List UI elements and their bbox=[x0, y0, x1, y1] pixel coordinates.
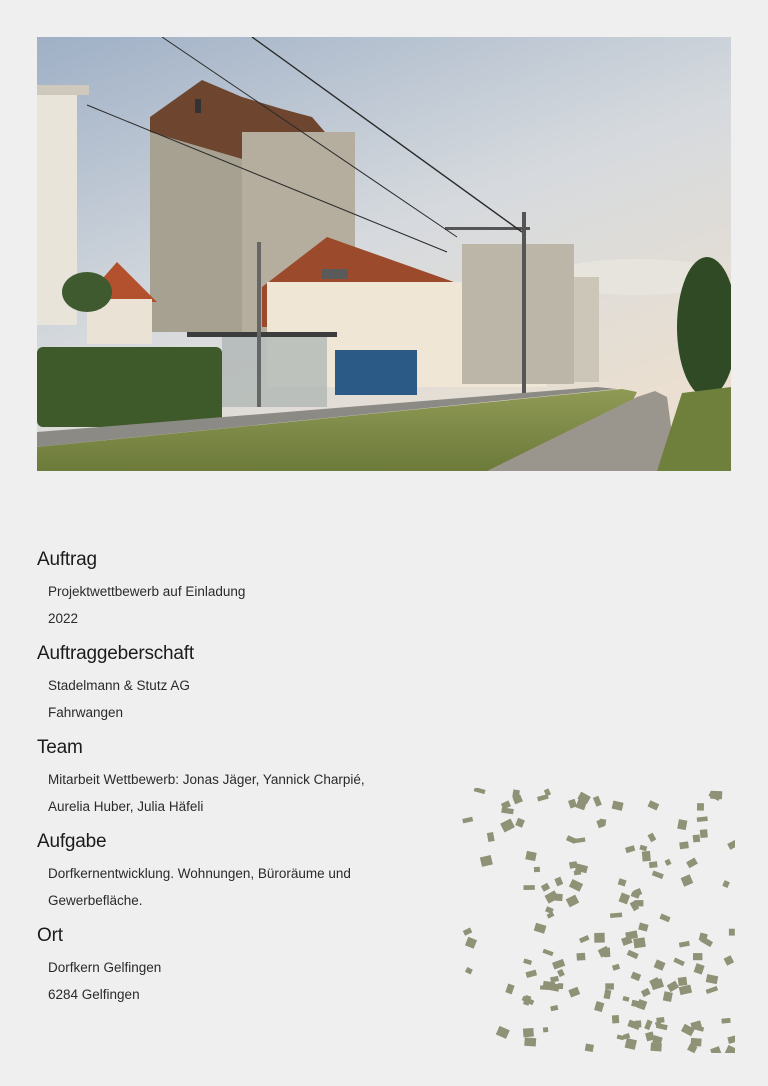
building-footprint bbox=[523, 958, 532, 965]
building-footprint bbox=[649, 861, 658, 868]
section-heading: Ort bbox=[37, 925, 63, 946]
building-footprint bbox=[523, 885, 534, 890]
building-footprint bbox=[650, 1043, 661, 1052]
building-footprint bbox=[710, 1046, 722, 1053]
building-footprint bbox=[558, 983, 563, 989]
building-footprint bbox=[727, 840, 735, 850]
building-footprint bbox=[525, 851, 536, 861]
building-footprint bbox=[574, 870, 582, 875]
building-footprint bbox=[566, 895, 579, 908]
building-footprint bbox=[724, 955, 734, 965]
building-footprint bbox=[465, 937, 477, 949]
building-footprint bbox=[500, 819, 515, 833]
building-footprint bbox=[663, 991, 673, 1002]
building-footprint bbox=[550, 1005, 558, 1011]
building-footprint bbox=[706, 974, 719, 984]
building-footprint bbox=[604, 989, 612, 999]
section-heading: Team bbox=[37, 737, 83, 758]
site-plan-map-icon bbox=[460, 788, 735, 1053]
building-footprint bbox=[679, 985, 692, 996]
building-footprint bbox=[644, 1020, 652, 1031]
section-auftraggeberschaft bbox=[37, 642, 437, 726]
building-footprint bbox=[681, 874, 694, 886]
building-footprint bbox=[512, 789, 520, 798]
building-footprint bbox=[612, 801, 624, 811]
building-footprint bbox=[721, 1018, 730, 1024]
building-footprint bbox=[524, 1037, 536, 1046]
building-footprint bbox=[642, 851, 651, 862]
building-footprint bbox=[462, 817, 473, 824]
building-footprint bbox=[637, 999, 648, 1010]
building-footprint bbox=[631, 972, 642, 982]
building-footprint bbox=[585, 1043, 594, 1052]
building-footprint bbox=[480, 855, 493, 867]
building-footprint bbox=[544, 890, 558, 903]
building-footprint bbox=[541, 883, 550, 892]
building-footprint bbox=[543, 1027, 548, 1032]
photo-train-station-icon bbox=[37, 37, 731, 471]
building-footprint bbox=[594, 1001, 604, 1012]
building-footprint bbox=[569, 879, 583, 892]
section-line: 2022 bbox=[48, 611, 79, 626]
building-footprint bbox=[677, 819, 687, 830]
building-footprint bbox=[633, 937, 646, 948]
section-line: Aurelia Huber, Julia Häfeli bbox=[48, 799, 204, 814]
building-footprint bbox=[505, 984, 514, 995]
building-footprint bbox=[678, 977, 688, 986]
section-auftrag bbox=[37, 548, 437, 632]
building-footprint bbox=[487, 832, 495, 842]
section-ort bbox=[37, 924, 437, 1008]
building-footprint bbox=[635, 1020, 642, 1027]
building-footprint bbox=[537, 794, 549, 802]
section-heading: Auftrag bbox=[37, 549, 97, 570]
building-footprint bbox=[534, 867, 540, 873]
section-line: Dorfkernentwicklung. Wohnungen, Büroräume und bbox=[48, 866, 351, 881]
building-footprint bbox=[725, 1045, 735, 1053]
building-footprint bbox=[610, 912, 622, 918]
building-footprint bbox=[697, 816, 708, 822]
building-footprint bbox=[679, 841, 689, 849]
building-footprint bbox=[706, 986, 718, 994]
building-footprint bbox=[605, 983, 614, 989]
building-footprint bbox=[622, 996, 629, 1002]
building-footprint bbox=[552, 959, 565, 970]
section-line: Gewerbefläche. bbox=[48, 893, 143, 908]
section-line: Stadelmann & Stutz AG bbox=[48, 678, 190, 693]
building-footprint bbox=[568, 987, 580, 998]
building-footprint bbox=[729, 929, 735, 936]
building-footprint bbox=[557, 969, 565, 977]
site-plan bbox=[460, 788, 735, 1053]
building-footprint bbox=[550, 976, 559, 983]
building-footprint bbox=[654, 959, 666, 970]
section-team bbox=[37, 736, 437, 820]
building-footprint bbox=[693, 834, 701, 842]
building-footprint bbox=[652, 870, 664, 879]
building-footprint bbox=[526, 970, 538, 978]
building-footprint bbox=[542, 949, 553, 956]
building-footprint bbox=[665, 859, 672, 866]
building-footprint bbox=[579, 935, 590, 943]
building-footprint bbox=[612, 1015, 619, 1024]
building-footprint bbox=[554, 877, 563, 887]
building-footprint bbox=[463, 927, 473, 935]
section-line: Dorfkern Gelfingen bbox=[48, 960, 162, 975]
building-footprint bbox=[593, 796, 602, 807]
building-footprint bbox=[667, 981, 679, 993]
section-heading: Aufgabe bbox=[37, 831, 107, 852]
building-footprint bbox=[647, 833, 656, 843]
building-footprint bbox=[722, 880, 730, 888]
building-footprint bbox=[697, 803, 704, 811]
building-footprint bbox=[694, 963, 705, 974]
building-footprint bbox=[576, 953, 585, 961]
building-footprint bbox=[540, 985, 549, 990]
building-footprint bbox=[638, 923, 648, 932]
section-line: Mitarbeit Wettbewerb: Jonas Jäger, Yannick Charpié, bbox=[48, 772, 365, 787]
building-footprint bbox=[727, 1035, 735, 1044]
building-footprint bbox=[474, 788, 486, 794]
project-photo bbox=[37, 37, 731, 471]
building-footprint bbox=[679, 941, 690, 948]
building-footprint bbox=[534, 923, 547, 934]
building-footprint bbox=[515, 818, 525, 828]
building-footprint bbox=[639, 845, 647, 852]
building-footprint bbox=[693, 953, 702, 960]
building-footprint bbox=[673, 957, 685, 966]
building-footprint bbox=[659, 914, 670, 923]
building-footprint bbox=[496, 1026, 510, 1039]
building-footprint bbox=[465, 967, 473, 975]
building-footprint bbox=[656, 1023, 668, 1030]
building-footprint bbox=[627, 950, 639, 959]
building-footprint bbox=[612, 964, 620, 971]
building-footprint bbox=[594, 933, 605, 943]
section-line: 6284 Gelfingen bbox=[48, 987, 140, 1002]
section-line: Fahrwangen bbox=[48, 705, 124, 720]
building-footprint bbox=[625, 845, 635, 853]
building-footprint bbox=[648, 800, 660, 810]
section-heading: Auftraggeberschaft bbox=[37, 643, 194, 664]
building-footprint bbox=[710, 791, 722, 800]
building-footprint bbox=[569, 861, 578, 869]
building-footprint bbox=[523, 1028, 534, 1037]
project-info bbox=[37, 548, 437, 1018]
building-footprint bbox=[641, 988, 651, 997]
building-footprint bbox=[625, 1038, 637, 1050]
section-line: Projektwettbewerb auf Einladung bbox=[48, 584, 246, 599]
building-footprint bbox=[618, 878, 627, 886]
building-footprint bbox=[700, 829, 708, 838]
building-footprint bbox=[619, 893, 631, 905]
building-footprint bbox=[599, 819, 606, 826]
section-aufgabe bbox=[37, 830, 437, 914]
building-footprint bbox=[686, 858, 698, 869]
